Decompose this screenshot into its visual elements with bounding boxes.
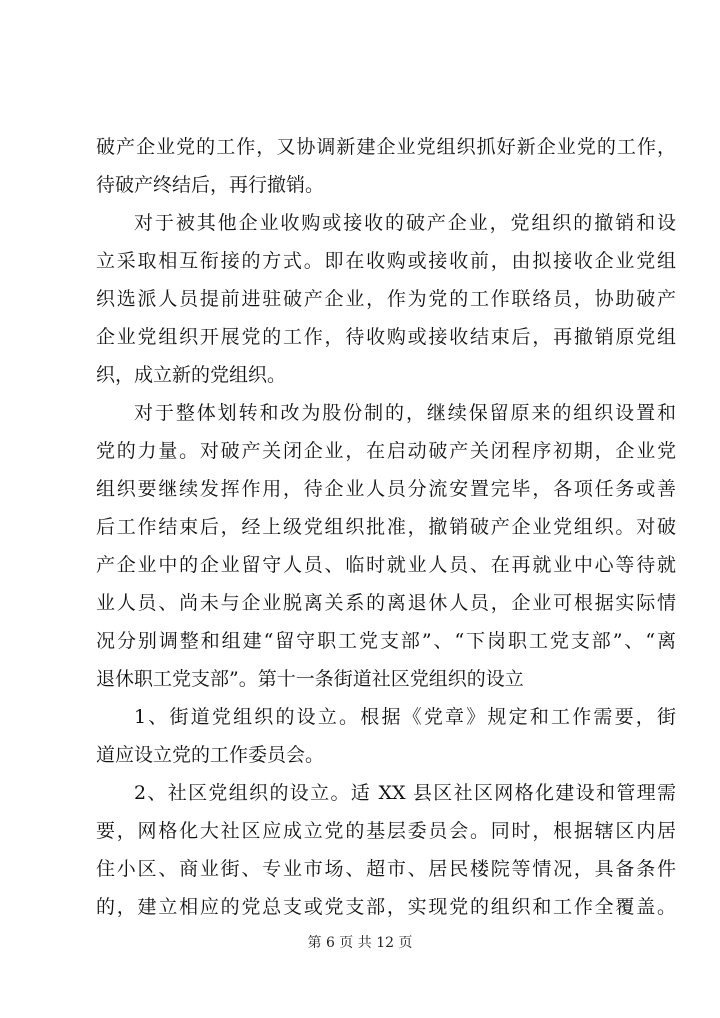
text-line: 况分别调整和组建“留守职工党支部”、“下岗职工党支部”、“离 xyxy=(96,630,676,652)
text-line: 后工作结束后，经上级党组织批准，撤销破产企业党组织。对破 xyxy=(96,516,676,538)
text-line: 对于整体划转和改为股份制的，继续保留原来的组织设置和 xyxy=(134,402,676,424)
text-line: 产企业中的企业留守人员、临时就业人员、在再就业中心等待就 xyxy=(96,554,676,576)
text-line: 待破产终结后，再行撤销。 xyxy=(96,174,325,196)
page-footer: 第 6 页 共 12 页 xyxy=(307,935,413,951)
text-line: 对于被其他企业收购或接收的破产企业，党组织的撤销和设 xyxy=(134,212,676,234)
text-line: 1、街道党组织的设立。根据《党章》规定和工作需要，街 xyxy=(134,706,676,728)
text-line: 破产企业党的工作，又协调新建企业党组织抓好新企业党的工作， xyxy=(96,136,676,158)
text-line: 织，成立新的党组织。 xyxy=(96,364,287,386)
document-body xyxy=(96,128,676,926)
text-line: 立采取相互衔接的方式。即在收购或接收前，由拟接收企业党组 xyxy=(96,250,676,272)
text-line: 住小区、商业街、专业市场、超市、居民楼院等情况，具备条件 xyxy=(96,858,676,880)
text-line: 2、社区党组织的设立。适 XX 县区社区网格化建设和管理需 xyxy=(134,782,676,804)
text-line: 组织要继续发挥作用，待企业人员分流安置完毕，各项任务或善 xyxy=(96,478,676,500)
text-line: 业人员、尚未与企业脱离关系的离退休人员，企业可根据实际情 xyxy=(96,592,676,614)
text-line: 要，网格化大社区应成立党的基层委员会。同时，根据辖区内居 xyxy=(96,820,676,842)
text-line: 党的力量。对破产关闭企业，在启动破产关闭程序初期，企业党 xyxy=(96,440,676,462)
text-line: 的，建立相应的党总支或党支部，实现党的组织和工作全覆盖。 xyxy=(96,896,676,918)
text-line: 织选派人员提前进驻破产企业，作为党的工作联络员，协助破产 xyxy=(96,288,676,310)
text-line: 道应设立党的工作委员会。 xyxy=(96,744,325,766)
text-line: 退休职工党支部”。第十一条街道社区党组织的设立 xyxy=(96,668,524,690)
text-line: 企业党组织开展党的工作，待收购或接收结束后，再撤销原党组 xyxy=(96,326,676,348)
